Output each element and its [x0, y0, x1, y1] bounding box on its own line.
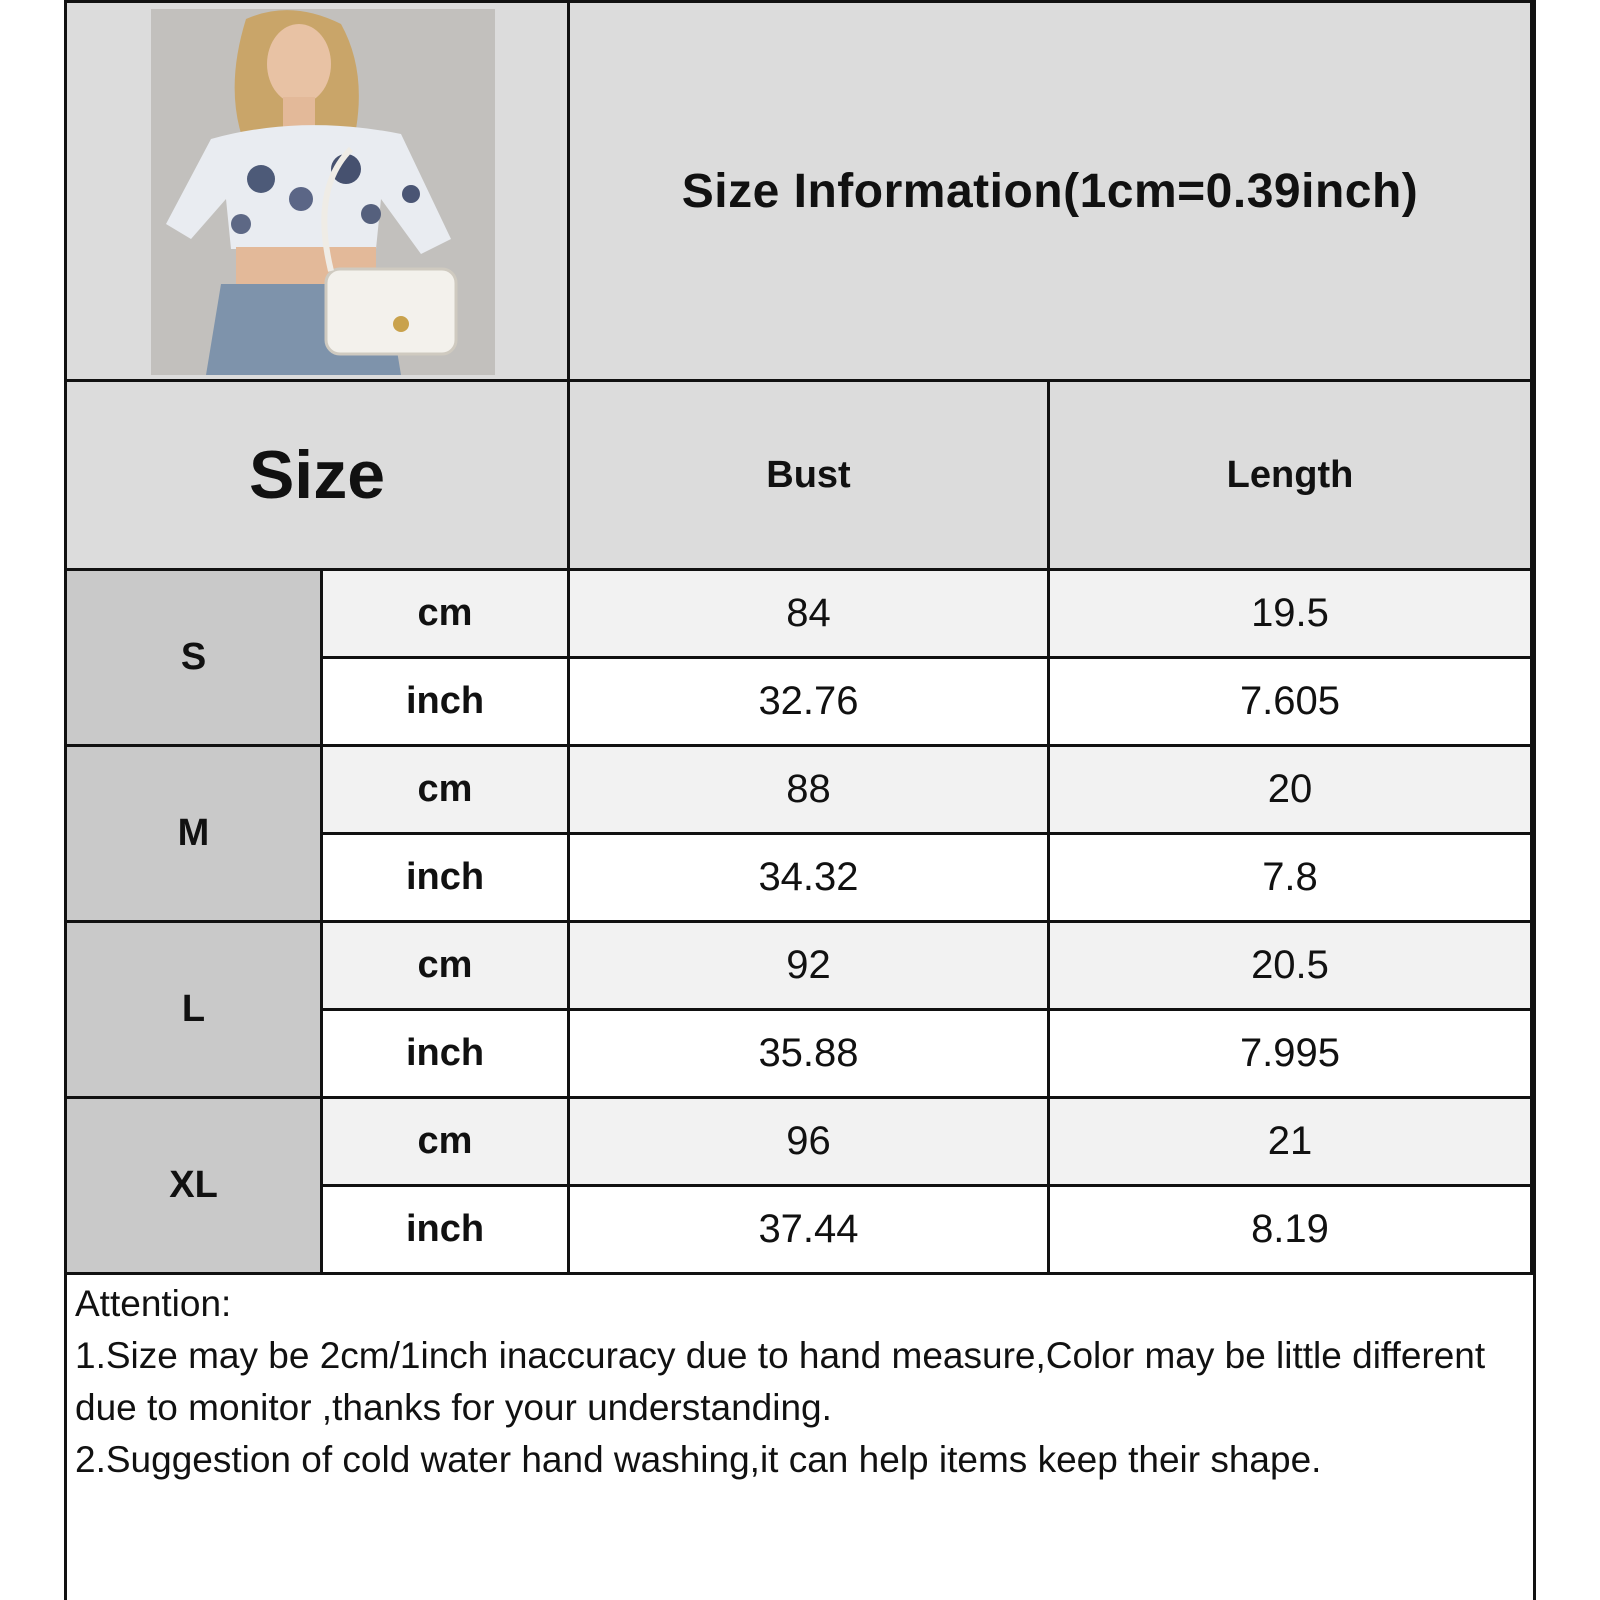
- unit-inch-cell: [323, 1011, 570, 1099]
- unit-label: cm: [417, 768, 473, 810]
- size-label: L: [181, 988, 206, 1030]
- page-title: Size Information(1cm=0.39inch): [681, 164, 1419, 218]
- unit-label: inch: [405, 680, 485, 722]
- table-cell-value: 7.995: [1239, 1031, 1341, 1075]
- bust-inch-cell: [570, 1011, 1050, 1099]
- unit-label: inch: [405, 1032, 485, 1074]
- unit-inch-cell: [323, 659, 570, 747]
- product-photo-cell: [67, 0, 570, 382]
- table-cell-value: 20.5: [1251, 943, 1329, 987]
- unit-cm-cell: [323, 571, 570, 659]
- unit-inch-cell: [323, 1187, 570, 1275]
- table-cell-value: 20: [1267, 767, 1313, 811]
- attention-notes: [75, 1278, 1515, 1486]
- unit-label: cm: [417, 1120, 473, 1162]
- size-column-header: [67, 382, 570, 571]
- length-cm-cell: [1050, 747, 1533, 835]
- product-photo: [151, 9, 495, 375]
- bust-cm-cell: [570, 923, 1050, 1011]
- table-cell-value: 8.19: [1251, 1207, 1329, 1251]
- table-cell-value: 7.605: [1239, 679, 1341, 723]
- unit-cm-cell: [323, 923, 570, 1011]
- table-cell-value: 92: [786, 943, 831, 987]
- attention-heading: Attention:: [75, 1283, 232, 1324]
- size-m-label-cell: [67, 747, 323, 923]
- table-cell-value: 32.76: [758, 679, 859, 723]
- table-cell-value: 34.32: [758, 855, 859, 899]
- size-header-label: Size: [248, 437, 386, 513]
- length-inch-cell: [1050, 835, 1533, 923]
- unit-label: inch: [405, 1208, 485, 1250]
- length-inch-cell: [1050, 659, 1533, 747]
- size-xl-label-cell: [67, 1099, 323, 1275]
- unit-label: cm: [417, 944, 473, 986]
- unit-label: cm: [417, 592, 473, 634]
- size-l-label-cell: [67, 923, 323, 1099]
- length-column-header: [1050, 382, 1533, 571]
- size-information-title-cell: [570, 0, 1533, 382]
- attention-note-1: 1.Size may be 2cm/1inch inaccuracy due to hand measure,Color may be little different due to monitor ,thanks for your understanding.: [75, 1335, 1486, 1428]
- length-cm-cell: [1050, 923, 1533, 1011]
- table-cell-value: 96: [786, 1119, 831, 1163]
- length-cm-cell: [1050, 1099, 1533, 1187]
- unit-cm-cell: [323, 1099, 570, 1187]
- size-label: S: [180, 636, 207, 678]
- bust-inch-cell: [570, 659, 1050, 747]
- bust-cm-cell: [570, 571, 1050, 659]
- unit-label: inch: [405, 856, 485, 898]
- table-cell-value: 21: [1267, 1119, 1313, 1163]
- bust-inch-cell: [570, 1187, 1050, 1275]
- table-cell-value: 37.44: [758, 1207, 859, 1251]
- length-inch-cell: [1050, 1187, 1533, 1275]
- table-cell-value: 84: [786, 591, 831, 635]
- model-illustration: [151, 9, 495, 375]
- length-cm-cell: [1050, 571, 1533, 659]
- table-cell-value: 19.5: [1251, 591, 1329, 635]
- table-cell-value: 35.88: [758, 1031, 859, 1075]
- unit-inch-cell: [323, 835, 570, 923]
- length-header-label: Length: [1226, 453, 1354, 496]
- size-label: XL: [169, 1164, 218, 1206]
- size-chart-sheet: [64, 0, 1536, 1600]
- bust-column-header: [570, 382, 1050, 571]
- unit-cm-cell: [323, 747, 570, 835]
- size-s-label-cell: [67, 571, 323, 747]
- attention-note-2: 2.Suggestion of cold water hand washing,it can help items keep their shape.: [75, 1439, 1322, 1480]
- table-cell-value: 88: [786, 767, 831, 811]
- bust-inch-cell: [570, 835, 1050, 923]
- bust-cm-cell: [570, 1099, 1050, 1187]
- table-cell-value: 7.8: [1262, 855, 1318, 899]
- bust-cm-cell: [570, 747, 1050, 835]
- size-label: M: [177, 812, 210, 854]
- length-inch-cell: [1050, 1011, 1533, 1099]
- bust-header-label: Bust: [766, 453, 851, 496]
